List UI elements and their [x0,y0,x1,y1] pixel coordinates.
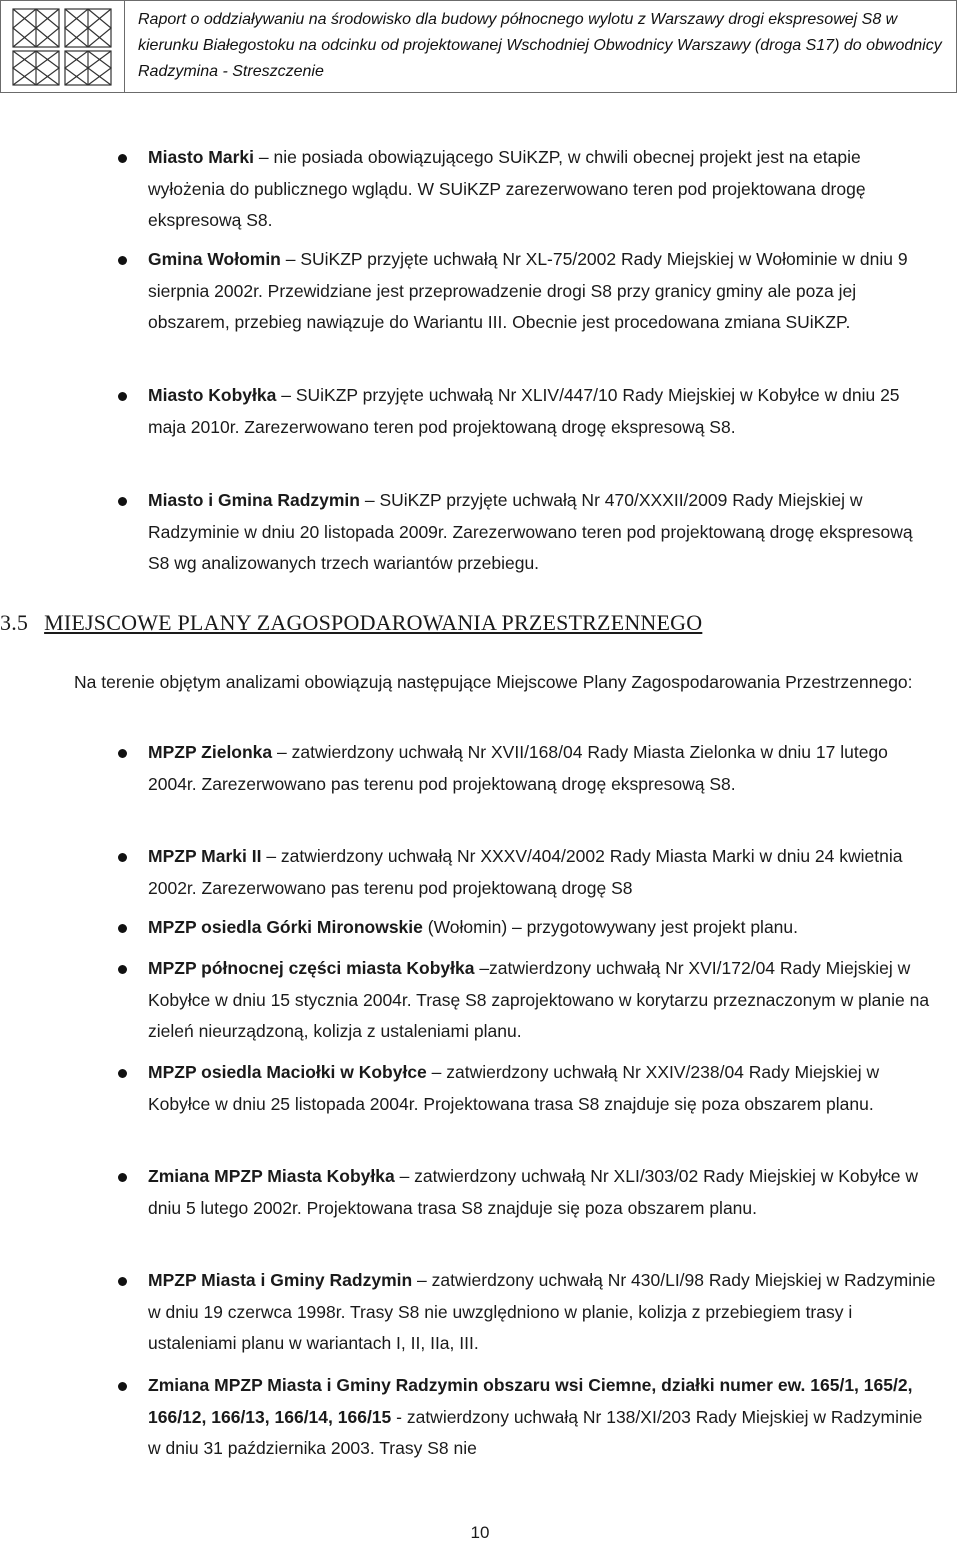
list-item [148,244,938,339]
list-item [148,737,938,800]
item-text: – zatwierdzony uchwałą Nr XXIV/238/04 Rady Miejskiej w Kobyłce w dniu 25 listopada 2004r. Projektowana trasa S8 znajduje się poza obszarem planu. [148,1062,880,1114]
item-name: MPZP Miasta i Gminy Radzymin [148,1270,413,1290]
item-text: – SUiKZP przyjęte uchwałą Nr 470/XXXII/2009 Rady Miejskiej w Radzyminie w dniu 20 listopada 2009r. Zarezerwowano teren pod projektowaną drogę ekspresową S8 wg analizowanych trzech wariantów przebiegu. [148,490,913,573]
item-text: – SUiKZP przyjęte uchwałą Nr XLIV/447/10 Rady Miejskiej w Kobyłce w dniu 25 maja 2010r. Zarezerwowano teren pod projektowaną drogę ekspresową S8. [148,385,900,437]
item-text: – nie posiada obowiązującego SUiKZP, w chwili obecnej projekt jest na etapie wyłożenia do publicznego wglądu. W SUiKZP zarezerwowano teren pod projektowana drogę ekspresową S8. [148,147,866,230]
section-heading [0,606,900,640]
item-text: –zatwierdzony uchwałą Nr XVI/172/04 Rady Miejskiej w Kobyłce w dniu 15 stycznia 2004r. Trasę S8 zaprojektowano w korytarzu przeznaczonym w planie na zieleń nieurządzoną, kolizja z ustaleniami planu. [148,958,930,1041]
section-number: 3.5 [0,610,29,635]
item-text: – zatwierdzony uchwałą Nr XLI/303/02 Rady Miejskiej w Kobyłce w dniu 5 lutego 2002r. Projektowana trasa S8 znajduje się poza obszarem planu. [148,1166,918,1218]
intro-text: Na terenie objętym analizami obowiązują następujące Miejscowe Plany Zagospodarowania Przestrzennego: [74,672,913,692]
bullet-icon [118,497,127,506]
item-text: – zatwierdzony uchwałą Nr XXXV/404/2002 Rady Miasta Marki w dniu 24 kwietnia 2002r. Zarezerwowano pas terenu pod projektowaną drogę S8 [148,846,903,898]
item-text: - zatwierdzony uchwałą Nr 138/XI/203 Rady Miejskiej w Radzyminie w dniu 31 października 2003. Trasy S8 nie [148,1406,923,1458]
bullet-icon [118,853,127,862]
item-name: Miasto Kobyłka [148,385,277,405]
list-item [148,1161,938,1224]
item-name: Miasto Marki [148,147,254,167]
report-title: Raport o oddziaływaniu na środowisko dla budowy północnego wylotu z Warszawy drogi ekspresowej S8 w kierunku Białegostoku na odcinku od projektowanej Wschodniej Obwodnicy Warszawy (droga S17) do obwodnicy Radzymina - Streszczenie [138,11,942,80]
item-text: – zatwierdzony uchwałą Nr XVII/168/04 Rady Miasta Zielonka w dniu 17 lutego 2004r. Zarezerwowano pas terenu pod projektowaną drogę ekspresową S8. [148,742,888,794]
bullet-icon [118,1069,127,1078]
item-name: Zmiana MPZP Miasta i Gminy Radzymin obszaru wsi Ciemne, działki numer ew. 165/1, 165/2, 166/12, 166/13, 166/14, 166/15 [148,1375,913,1427]
page-number: 10 [470,1523,490,1542]
bullet-icon [118,256,127,265]
item-text: – zatwierdzony uchwałą Nr 430/LI/98 Rady Miejskiej w Radzyminie w dniu 19 czerwca 1998r. Trasy S8 nie uwzględniono w planie, kolizja z przebiegiem trasy i ustaleniami planu w wariantach I, II, IIa, III. [148,1270,936,1353]
item-text: – SUiKZP przyjęte uchwałą Nr XL-75/2002 Rady Miejskiej w Wołominie w dniu 9 sierpnia 2002r. Przewidziane jest przeprowadzenie drogi S8 przy granicy gminy ale poza jej obszarem, przebieg nawiązuje do Wariantu III. Obecnie jest procedowana zmiana SUiKZP. [148,249,908,332]
section-title: MIEJSCOWE PLANY ZAGOSPODAROWANIA PRZESTRZENNEGO [44,610,703,635]
list-item [148,142,938,237]
bullet-icon [118,965,127,974]
page-header [0,0,957,93]
list-item [148,841,938,904]
list-item [148,953,938,1048]
list-item [148,1265,938,1360]
item-name: Miasto i Gmina Radzymin [148,490,360,510]
bullet-icon [118,392,127,401]
list-item [148,485,938,580]
bullet-icon [118,1277,127,1286]
bullet-icon [118,1173,127,1182]
section-intro [0,666,944,698]
bullet-icon [118,924,127,933]
list-item [148,1057,938,1120]
list-item [148,380,938,443]
item-name: MPZP północnej części miasta Kobyłka [148,958,475,978]
logo-icon [5,5,121,89]
item-name: Gmina Wołomin [148,249,281,269]
bullet-icon [118,1382,127,1391]
item-name: Zmiana MPZP Miasta Kobyłka [148,1166,395,1186]
item-name: MPZP osiedla Górki Mironowskie [148,917,423,937]
item-text: (Wołomin) – przygotowywany jest projekt planu. [422,917,799,937]
logo [1,1,125,92]
bullet-icon [118,749,127,758]
bullet-icon [118,154,127,163]
list-item [148,1370,938,1465]
list-item [148,912,938,944]
item-name: MPZP Marki II [148,846,262,866]
item-name: MPZP Zielonka [148,742,273,762]
item-name: MPZP osiedla Maciołki w Kobyłce [148,1062,427,1082]
